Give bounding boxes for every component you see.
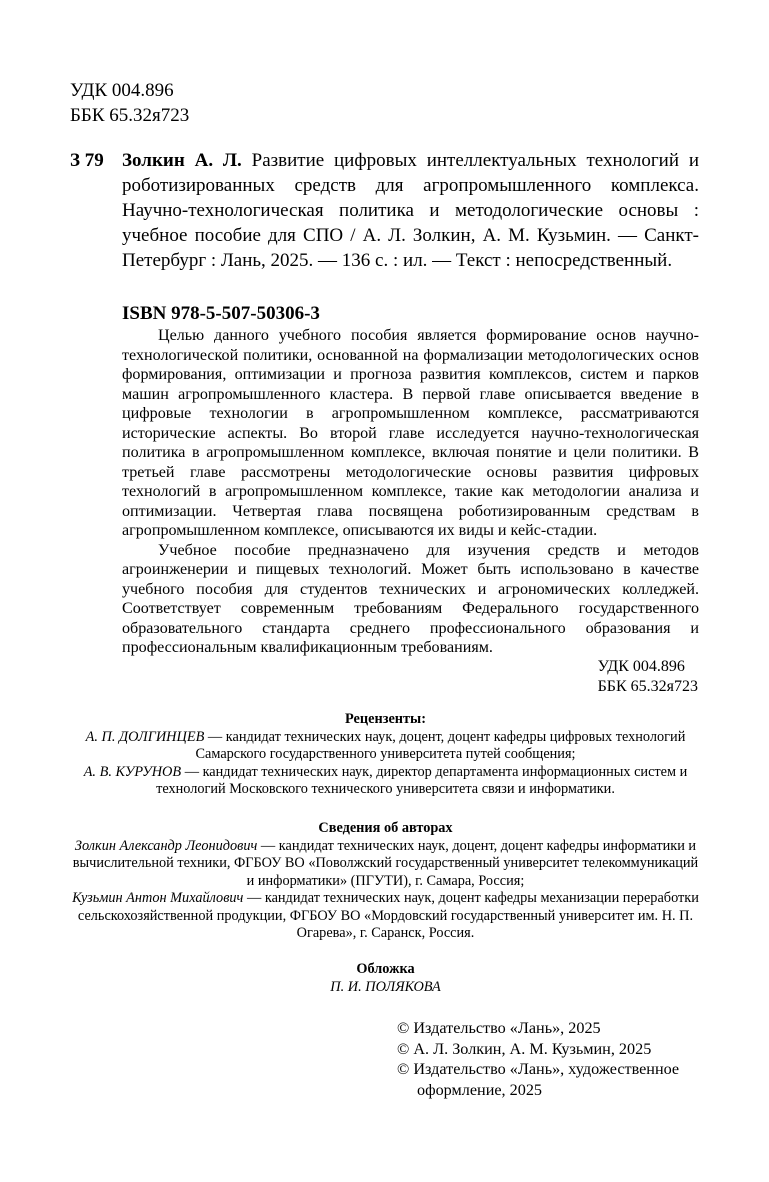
annotation-paragraph: Учебное пособие предназначено для изучения средств и методов агроинженерии и пищевых технологий. Может быть использовано в качестве учебного пособия для студентов технических и агрономических колледжей. Соответствует современным требованиям Федерального государственного образовательного стандарта среднего профессионального образования и профессиональным квалификационным требованиям. [122, 541, 699, 656]
reviewer-info: — кандидат технических наук, директор департамента информационных систем и технологий Московского технического университета связи и информатики. [156, 763, 688, 797]
annotation-bbk: ББК 65.32я723 [597, 677, 698, 695]
cover-heading: Обложка [356, 961, 415, 977]
author-name: Кузьмин Антон Михайлович [72, 890, 244, 906]
copyright-line: © Издательство «Лань», художественное оформление, 2025 [397, 1060, 680, 1099]
reviewer-info: — кандидат технических наук, доцент, доцент кафедры цифровых технологий Самарского государственного университета путей сообщения; [195, 728, 686, 762]
classification-codes [70, 78, 189, 128]
cover-section [72, 961, 699, 996]
annotation [122, 326, 699, 658]
authors-heading: Сведения об авторах [318, 820, 453, 836]
catalog-author: Золкин А. Л. [122, 150, 242, 171]
reviewer-entry [72, 729, 699, 764]
author-info: — кандидат технических наук, доцент, доцент кафедры информатики и вычислительной техники, ФГБОУ ВО «Поволжский государственный университет телекоммуникаций и информатики» (ПГУТИ), г. Самара, Россия; [72, 837, 699, 889]
catalog-code: З 79 [70, 150, 104, 171]
author-name: Золкин Александр Леонидович [74, 837, 258, 854]
author-info: — кандидат технических наук, доцент кафедры механизации переработки сельскохозяйственной продукции, ФГБОУ ВО «Мордовский государственный университет им. Н. П. Огарева», г. Саранск, Россия. [77, 890, 699, 941]
bibliographic-entry [70, 148, 699, 273]
reviewer-name: А. В. КУРУНОВ [83, 763, 182, 780]
catalog-text: Развитие цифровых интеллектуальных технологий и роботизированных средств для агропромышленного комплекса. Научно-технологическая политика и методологические основы : учебное пособие для СПО / А. Л. Золкин, А. М. Кузьмин. — Санкт-Петербург : Лань, 2025. — 136 с. : ил. — Текст : непосредственный. [122, 150, 699, 271]
annotation-codes [598, 657, 698, 696]
copyright-block [397, 1018, 769, 1100]
annotation-udk: УДК 004.896 [597, 658, 685, 675]
bbk-code: ББК 65.32я723 [70, 105, 190, 126]
reviewer-name: А. П. ДОЛГИНЦЕВ [85, 728, 205, 745]
reviewer-entry [72, 764, 699, 799]
catalog-description [122, 148, 699, 273]
reviewers-section [72, 711, 699, 799]
author-entry [72, 890, 699, 943]
reviewers-heading: Рецензенты: [345, 711, 426, 727]
copyright-line: © А. Л. Золкин, А. М. Кузьмин, 2025 [397, 1039, 652, 1058]
annotation-paragraph: Целью данного учебного пособия является формирование основ научно-технологической политики, основанной на формализации методологических основ формирования, оптимизации и прогноза развития комплексов, систем и парков машин агропромышленного кластера. В первой главе описывается введение в цифровые технологии в агропромышленном комплексе, рассматриваются исторические аспекты. Во второй главе исследуется научно-технологическая политика в агропромышленном комплексе, включая понятие и цели политики. В третьей главе рассмотрены методологические основы развития цифровых технологий в агропромышленном комплексе, такие как методологии анализа и оптимизации. Четвертая глава посвящена роботизированным средствам в агропромышленном комплексе, описываются их виды и кейс-стадии. [122, 327, 699, 539]
udk-code: УДК 004.896 [70, 80, 174, 101]
authors-section [72, 820, 699, 943]
cover-designer: П. И. ПОЛЯКОВА [330, 978, 441, 995]
copyright-line: © Издательство «Лань», 2025 [397, 1019, 601, 1037]
author-entry [72, 838, 699, 891]
isbn: ISBN 978-5-507-50306-3 [122, 303, 320, 324]
